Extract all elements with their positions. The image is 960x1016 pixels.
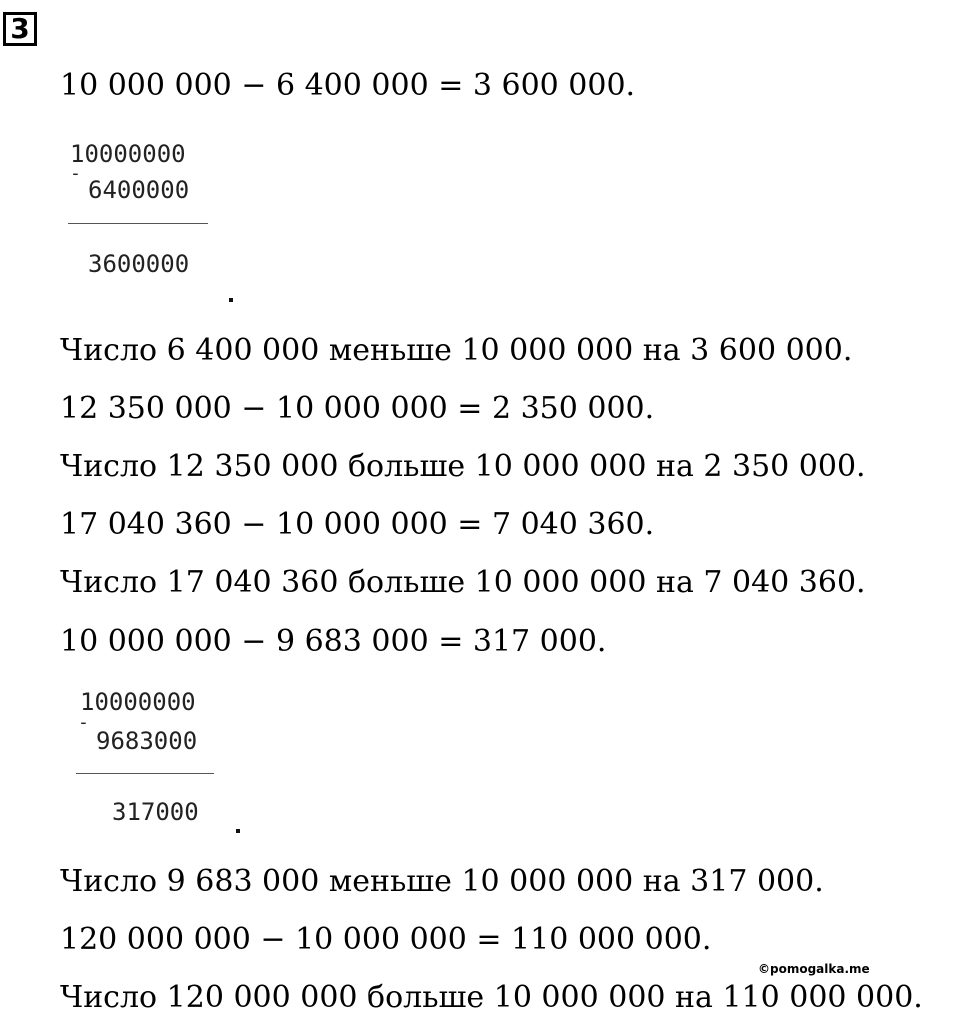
column-subtrahend: 9683000 xyxy=(96,727,198,755)
column-difference: 3600000 xyxy=(88,250,190,278)
minus-sign: - xyxy=(70,163,81,184)
statement-line-4: Число 9 683 000 меньше 10 000 000 на 317 000. xyxy=(60,864,824,899)
column-difference: 317000 xyxy=(112,798,199,826)
task-number-badge: 3 xyxy=(3,12,37,46)
column-rule xyxy=(68,223,208,224)
watermark: ©pomogalka.me xyxy=(758,962,870,976)
column-rule xyxy=(76,773,214,774)
equation-line-4: 10 000 000 − 9 683 000 = 317 000. xyxy=(60,624,607,659)
column-subtrahend: 6400000 xyxy=(88,176,190,204)
column-minuend: 10000000 xyxy=(70,140,186,168)
equation-line-2: 12 350 000 − 10 000 000 = 2 350 000. xyxy=(60,391,655,426)
column-period xyxy=(229,298,233,302)
minus-sign: - xyxy=(78,712,89,733)
column-minuend: 10000000 xyxy=(80,688,196,716)
statement-line-5: Число 120 000 000 больше 10 000 000 на 110 000 000. xyxy=(60,980,923,1015)
statement-line-3: Число 17 040 360 больше 10 000 000 на 7 040 360. xyxy=(60,565,866,600)
equation-line-3: 17 040 360 − 10 000 000 = 7 040 360. xyxy=(60,507,655,542)
statement-line-1: Число 6 400 000 меньше 10 000 000 на 3 600 000. xyxy=(60,333,853,368)
equation-line-1: 10 000 000 − 6 400 000 = 3 600 000. xyxy=(60,68,636,103)
equation-line-5: 120 000 000 − 10 000 000 = 110 000 000. xyxy=(60,922,712,957)
column-period xyxy=(236,829,240,833)
statement-line-2: Число 12 350 000 больше 10 000 000 на 2 350 000. xyxy=(60,449,866,484)
